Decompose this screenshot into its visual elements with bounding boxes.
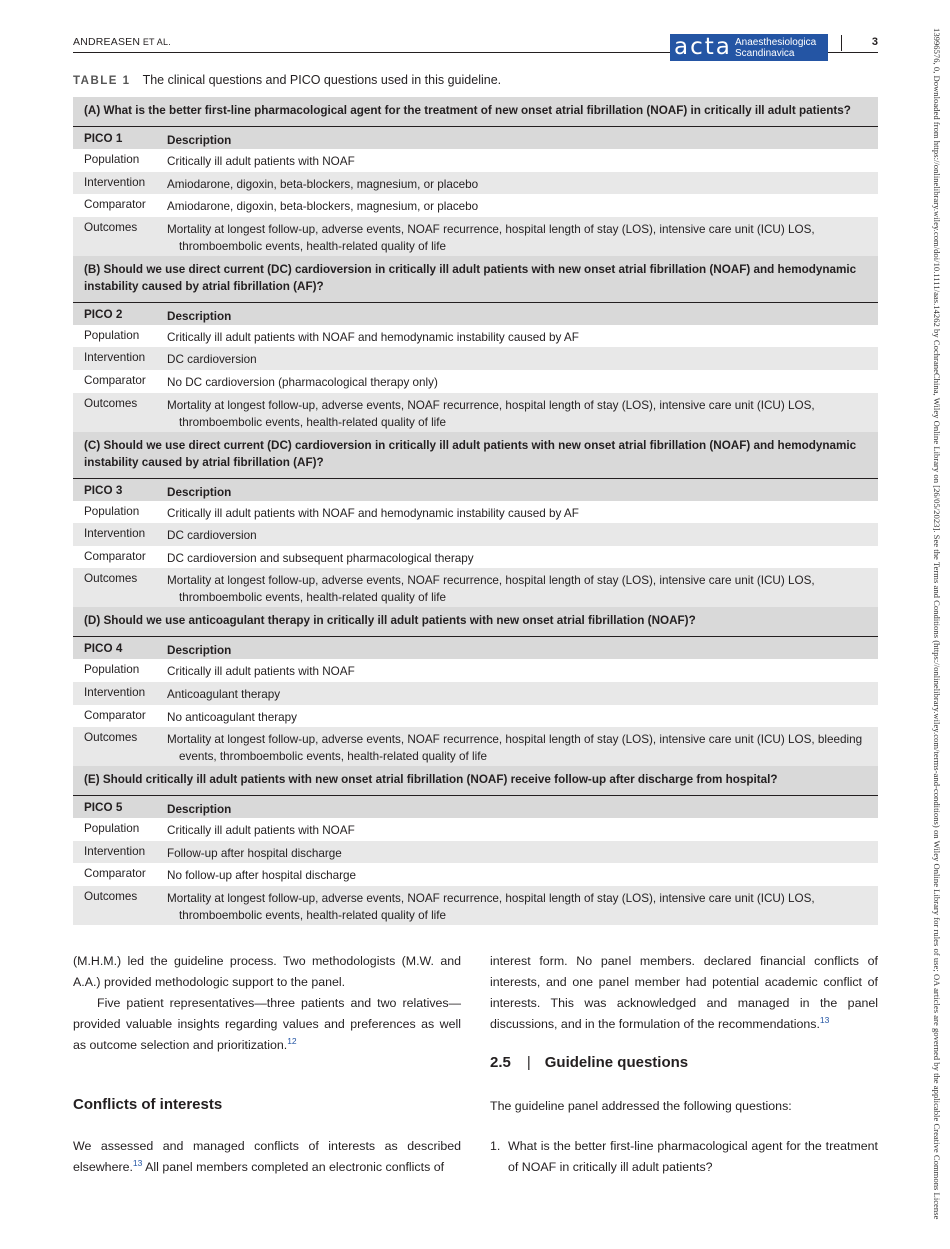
download-notice: 13996576, 0, Downloaded from https://onlinelibrary.wiley.com/doi/10.1111/aas.14262 by CochraneChina, Wiley Online Library on [26/05/2023]. See the Terms and Conditions (https://onlinelibrary.wiley.com/terms-and-conditions) on Wiley Online Library for rules of use; OA articles are governed by the applicable Creative Commons License xyxy=(932,28,942,1220)
left-column xyxy=(73,951,461,1056)
right-column xyxy=(490,951,878,1035)
table-row: Population Critically ill adult patients with NOAF and hemodynamic instability caused by AF xyxy=(84,504,579,520)
table-row: Comparator No anticoagulant therapy xyxy=(84,708,297,724)
pico-label: PICO 4 xyxy=(84,642,123,656)
pico-label: PICO 2 xyxy=(84,307,123,321)
table-label: TABLE 1 xyxy=(73,75,131,87)
table-question-d: (D) Should we use anticoagulant therapy in critically ill adult patients with new onset atrial fibrillation (NOAF)? xyxy=(73,607,878,636)
table-row: Intervention DC cardioversion xyxy=(73,523,878,546)
table-row: Outcomes Mortality at longest follow-up, adverse events, NOAF recurrence, hospital length of stay (LOS), intensive care unit (ICU) LOS, thromboembolic events, health-related quality of life xyxy=(73,217,878,256)
citation-link[interactable]: 13 xyxy=(819,1014,830,1025)
table-row: Intervention Anticoagulant therapy xyxy=(73,682,878,705)
table-row: Outcomes Mortality at longest follow-up, adverse events, NOAF recurrence, hospital length of stay (LOS), intensive care unit (ICU) LOS, bleeding events, thromboembolic events, health-related quality of life xyxy=(73,727,878,766)
page-number: 3 xyxy=(871,36,878,48)
table-question-e: (E) Should critically ill adult patients with new onset atrial fibrillation (NOAF) receive follow-up after discharge from hospital? xyxy=(73,766,878,795)
table-question-c: (C) Should we use direct current (DC) cardioversion in critically ill adult patients with new onset atrial fibrillation (NOAF) and hemodynamic instability caused by atrial fibrillation (AF)? xyxy=(73,432,878,478)
list-item-text: What is the better first-line pharmacological agent for the treatment of NOAF in critically ill adult patients? xyxy=(508,1139,878,1174)
table-row: Population Critically ill adult patients with NOAF and hemodynamic instability caused by AF xyxy=(84,328,579,344)
table-row: Intervention Amiodarone, digoxin, beta-blockers, magnesium, or placebo xyxy=(73,172,878,195)
description-header: Description xyxy=(167,309,232,323)
running-authors: ANDREASEN ET AL. xyxy=(73,36,171,48)
table-title: The clinical questions and PICO questions used in this guideline. xyxy=(142,73,502,87)
table-header-row xyxy=(73,302,878,325)
description-header: Description xyxy=(167,485,232,499)
table-header-row xyxy=(73,126,878,149)
section-number: 2.5 xyxy=(490,1054,511,1071)
citation-link[interactable]: 12 xyxy=(287,1035,297,1046)
citation-link[interactable]: 13 xyxy=(132,1157,143,1168)
table-row: Intervention DC cardioversion xyxy=(73,347,878,370)
list-item xyxy=(490,1136,878,1178)
description-header: Description xyxy=(167,644,232,658)
table-row: Population Critically ill adult patients with NOAF xyxy=(84,822,355,838)
pico-label: PICO 1 xyxy=(84,132,123,145)
table-row: Outcomes Mortality at longest follow-up, adverse events, NOAF recurrence, hospital length of stay (LOS), intensive care unit (ICU) LOS, thromboembolic events, health-related quality of life xyxy=(73,393,878,432)
header-separator xyxy=(841,35,842,51)
table-row: Comparator No follow-up after hospital discharge xyxy=(84,867,357,883)
table-header-row xyxy=(73,636,878,659)
table-row: Population Critically ill adult patients with NOAF xyxy=(84,663,355,679)
table-question-a: (A) What is the better first-line pharmacological agent for the treatment of new onset atrial fibrillation (NOAF) in critically ill adult patients? xyxy=(73,97,878,126)
table-row: Outcomes Mortality at longest follow-up, adverse events, NOAF recurrence, hospital length of stay (LOS), intensive care unit (ICU) LOS, thromboembolic events, health-related quality of life xyxy=(73,568,878,607)
table-row: Intervention Follow-up after hospital discharge xyxy=(73,841,878,864)
table-header-row xyxy=(73,795,878,818)
list-item-number: 1. xyxy=(490,1139,501,1153)
table-row: Comparator DC cardioversion and subsequent pharmacological therapy xyxy=(84,549,474,565)
paragraph: interest form. No panel members. declared financial conflicts of interests, and one panel member had potential academic conflict of interests. This was acknowledged and managed in the panel discussions, and in the formulation of the recommendations.$^{13}$ xyxy=(490,954,878,1031)
table-caption xyxy=(73,73,501,87)
description-header: Description xyxy=(167,803,232,817)
section-heading: 2.5 | Guideline questions xyxy=(490,1054,689,1071)
pico-table xyxy=(73,97,878,925)
table-question-b: (B) Should we use direct current (DC) cardioversion in critically ill adult patients with new onset atrial fibrillation (NOAF) and hemodynamic instability caused by atrial fibrillation (AF)? xyxy=(73,256,878,302)
running-header xyxy=(73,30,878,60)
question-list xyxy=(490,1136,878,1178)
table-row: Population Critically ill adult patients with NOAF xyxy=(84,153,355,168)
pico-label: PICO 3 xyxy=(84,483,123,497)
paragraph: (M.H.M.) led the guideline process. Two methodologists (M.W. and A.A.) provided methodologic support to the panel. xyxy=(73,954,461,989)
table-row: Comparator No DC cardioversion (pharmacological therapy only) xyxy=(84,373,438,389)
table-row: Comparator Amiodarone, digoxin, beta-blockers, magnesium, or placebo xyxy=(84,198,479,214)
conflicts-paragraph: We assessed and managed conflicts of interests as described elsewhere.$^{13}$ All panel members completed an electronic conflicts of xyxy=(73,1139,461,1174)
journal-logo[interactable] xyxy=(670,34,828,61)
conflicts-heading: Conflicts of interests xyxy=(73,1096,223,1113)
guideline-intro: The guideline panel addressed the following questions: xyxy=(490,1099,792,1113)
logo-mark: acta xyxy=(674,34,732,60)
logo-journal-name: Anaesthesiologica Scandinavica xyxy=(735,37,817,59)
pico-label: PICO 5 xyxy=(84,801,123,815)
table-row: Outcomes Mortality at longest follow-up, adverse events, NOAF recurrence, hospital length of stay (LOS), intensive care unit (ICU) LOS, thromboembolic events, health-related quality of life xyxy=(73,886,878,925)
description-header: Description xyxy=(167,134,232,147)
table-header-row xyxy=(73,478,878,501)
paragraph: Five patient representatives—three patients and two relatives—provided valuable insights regarding values and preferences as well as outcome selection and prioritization.$^{12}$ xyxy=(73,996,461,1052)
section-title: Guideline questions xyxy=(544,1054,689,1071)
